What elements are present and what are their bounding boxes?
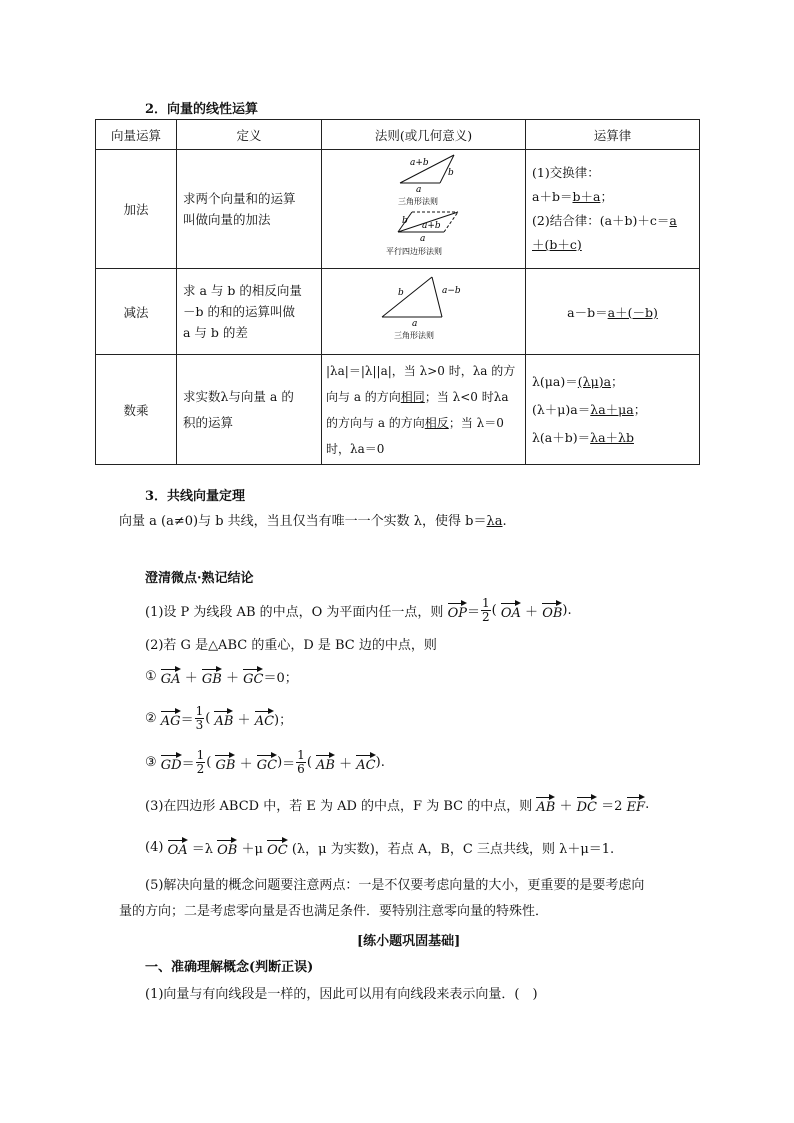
scalar-rule-line: 向与 a 的方向相同；当 λ<0 时λa bbox=[326, 389, 509, 404]
clarify-item2: (2)若 G 是△ABC 的重心，D 是 BC 边的中点，则 bbox=[145, 638, 437, 653]
clarify-item3: (3)在四边形 ABCD 中，若 E 为 AD 的中点，F 为 BC 的中点，则 AB ＋ DC ＝2 EF . bbox=[145, 790, 649, 818]
subtraction-def-line: a 与 b 的差 bbox=[183, 325, 248, 340]
practice-title: [练小题巩固基础] bbox=[357, 934, 461, 949]
scalar-name: 数乘 bbox=[96, 355, 177, 465]
section2-title: 2．向量的线性运算 bbox=[145, 102, 259, 117]
section3-title: 3．共线向量定理 bbox=[145, 489, 246, 504]
clarify-title: 澄清微点·熟记结论 bbox=[145, 571, 254, 586]
sub-label-a-minus-b: a−b bbox=[442, 286, 461, 296]
header-rule: 法则(或几何意义) bbox=[322, 120, 526, 150]
table-header-row bbox=[96, 120, 700, 150]
header-definition: 定义 bbox=[177, 120, 322, 150]
subtraction-rule bbox=[322, 269, 526, 355]
scalar-law-line: λ(a＋b)＝λa＋λb bbox=[532, 429, 634, 445]
subtraction-def-line: 求 a 与 b 的相反向量 bbox=[183, 283, 302, 298]
scalar-rule-line: 的方向与 a 的方向相反；当 λ＝0 bbox=[326, 415, 504, 430]
law-associative-cont: ＋(b＋c) bbox=[532, 237, 582, 252]
subtraction-def-line: －b 的和的运算叫做 bbox=[183, 304, 295, 319]
scalar-law-line: (λ＋μ)a＝λa＋μa； bbox=[532, 401, 647, 417]
sub-label-b: b bbox=[398, 288, 404, 298]
header-operation: 向量运算 bbox=[96, 120, 177, 150]
scalar-rule-line: |λa|＝|λ||a|，当 λ>0 时，λa 的方 bbox=[326, 363, 516, 378]
para-label-a-plus-b: a+b bbox=[422, 221, 441, 231]
subtraction-caption: 三角形法则 bbox=[394, 331, 434, 340]
sub-label-a: a bbox=[412, 319, 418, 329]
centroid-formula-1: ① GA ＋ GB ＋ GC ＝0； bbox=[145, 661, 298, 691]
centroid-formula-2: ② AG ＝ $\frac{1}{3}$ ( AB ＋ AC )； bbox=[145, 703, 293, 732]
scalar-def-line: 积的运算 bbox=[183, 414, 234, 430]
scalar-law bbox=[526, 355, 700, 465]
scalar-rule bbox=[322, 355, 526, 465]
practice-part1: 一、准确理解概念(判断正误) bbox=[145, 960, 314, 975]
parallelogram-rule-diagram bbox=[386, 212, 458, 256]
scalar-row bbox=[96, 355, 700, 465]
para-label-b: b bbox=[402, 216, 408, 226]
addition-def-line: 叫做向量的加法 bbox=[183, 212, 271, 227]
parallelogram-caption: 平行四边形法则 bbox=[386, 247, 442, 256]
label-b: b bbox=[448, 168, 454, 178]
scalar-definition bbox=[177, 355, 322, 465]
subtraction-name: 减法 bbox=[96, 269, 177, 355]
addition-diagrams bbox=[322, 150, 526, 265]
para-label-a: a bbox=[420, 234, 426, 244]
scalar-rule-line: 时，λa＝0 bbox=[326, 441, 385, 456]
subtraction-diagram bbox=[322, 269, 526, 351]
law-commutative: a＋b＝b＋a； bbox=[532, 189, 613, 204]
addition-def-line: 求两个向量和的运算 bbox=[183, 191, 296, 206]
practice-question-1: (1)向量与有向线段是一样的，因此可以用有向线段来表示向量．( ) bbox=[145, 987, 538, 1002]
header-law: 运算律 bbox=[526, 120, 700, 150]
law-commutative-title: (1)交换律： bbox=[532, 165, 600, 180]
scalar-law-line: λ(μa)＝(λμ)a； bbox=[532, 373, 624, 389]
law-associative: (2)结合律：(a＋b)＋c＝a bbox=[532, 213, 677, 228]
triangle-rule-diagram bbox=[398, 155, 454, 206]
subtraction-row bbox=[96, 269, 700, 355]
scalar-def-line: 求实数λ与向量 a 的 bbox=[183, 388, 294, 404]
centroid-formula-3: ③ GD ＝ $\frac{1}{2}$ ( GB ＋ GC ) ＝ $\frac{1}{6}$ ( AB ＋ AC ). bbox=[145, 747, 385, 776]
addition-rule bbox=[322, 150, 526, 269]
vector-operations-table bbox=[95, 119, 700, 465]
label-a: a bbox=[416, 185, 422, 195]
clarify-item5-line2: 量的方向；二是考虑零向量是否也满足条件．要特别注意零向量的特殊性． bbox=[119, 904, 549, 919]
addition-definition bbox=[177, 150, 322, 269]
triangle-caption: 三角形法则 bbox=[398, 197, 438, 206]
subtraction-law: a－b＝a＋(－b) bbox=[526, 269, 700, 355]
addition-name: 加法 bbox=[96, 150, 177, 269]
addition-row bbox=[96, 150, 700, 269]
section3-text: 向量 a (a≠0)与 b 共线，当且仅当有唯一一个实数 λ，使得 b＝λa. bbox=[119, 514, 507, 529]
label-a-plus-b: a+b bbox=[410, 158, 429, 168]
clarify-item1: (1)设 P 为线段 AB 的中点，O 为平面内任一点，则 OP ＝ $\frac{1}{2}$ ( OA ＋ OB ). bbox=[145, 595, 572, 624]
clarify-item4: (4) OA ＝λ OB ＋μ OC (λ，μ 为实数)，若点 A，B，C 三点共线，则 λ＋μ＝1. bbox=[145, 833, 614, 861]
subtraction-definition bbox=[177, 269, 322, 355]
addition-law bbox=[526, 150, 700, 269]
clarify-item5-line1: (5)解决向量的概念问题要注意两点：一是不仅要考虑向量的大小，更重要的是要考虑向 bbox=[145, 878, 645, 893]
